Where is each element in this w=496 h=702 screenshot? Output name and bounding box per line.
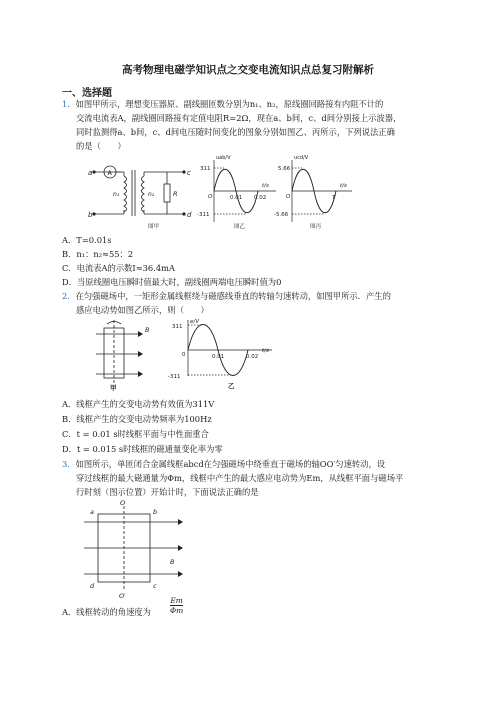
q2-option-c: C．t = 0.01 s时线框平面与中性面重合 bbox=[62, 429, 209, 439]
q1-option-a: A．T=0.01s bbox=[62, 235, 112, 245]
q2-figure-emf bbox=[168, 318, 278, 390]
fig-jia-caption: 图甲 bbox=[148, 224, 160, 230]
fig-bing-caption: 图丙 bbox=[310, 224, 322, 230]
page-title: 高考物理电磁学知识点之交变电流知识点总复习附解析 bbox=[122, 64, 374, 76]
q1-line-1: 1．如图甲所示，理想变压器原、副线圈匝数分别为n₁、n₂，原线圈回路接有内阻不计的 bbox=[62, 99, 384, 109]
fraction-denominator: Φm bbox=[170, 606, 184, 615]
q1-option-b: B．n₁：n₂≈55：2 bbox=[62, 249, 134, 259]
q1-line-4: 的是（ ） bbox=[76, 141, 126, 151]
origin-label: O bbox=[208, 194, 213, 200]
terminal-c-label: c bbox=[187, 169, 191, 177]
q1-line-2: 交流电流表A，副线圈回路接有定值电阻R=2Ω，现在a、b间，c、d间分别接上示波器， bbox=[76, 113, 402, 123]
period-label: T bbox=[332, 195, 336, 201]
tick-002-label-2: 0.02 bbox=[246, 354, 259, 360]
q3-figure-frame bbox=[80, 500, 190, 600]
q2-number: 2． bbox=[62, 291, 76, 301]
q1-figure-bing bbox=[274, 154, 354, 230]
corner-b-label: b bbox=[153, 508, 158, 516]
ucd-axis-label: ucd/V bbox=[294, 155, 309, 161]
uab-axis-label: uab/V bbox=[216, 155, 231, 161]
emf-min-label: -311 bbox=[168, 374, 181, 380]
q3-option-a-fraction bbox=[170, 596, 183, 615]
ucd-min-label: -5.66 bbox=[274, 212, 289, 218]
n1-label: n₁ bbox=[113, 191, 120, 198]
q2-line-1: 2．在匀强磁场中，一矩形金属线框绕与磁感线垂直的转轴匀速转动，如图甲所示．产生的 bbox=[62, 291, 391, 301]
terminal-a-label: a bbox=[88, 169, 93, 177]
q1-option-c: C．电流表A的示数I≈36.4mA bbox=[62, 263, 175, 273]
q1-figure-yi bbox=[197, 154, 280, 230]
field-b-label-2: B bbox=[170, 558, 175, 566]
t-axis-label: t/s bbox=[262, 183, 269, 189]
q2-option-b: B．线框产生的交变电动势频率为100Hz bbox=[62, 414, 212, 424]
tick-001-label: 0.01 bbox=[230, 195, 243, 201]
corner-c-label: c bbox=[153, 582, 157, 590]
q2-figure-coil bbox=[90, 318, 160, 390]
tick-001-label-2: 0.01 bbox=[212, 354, 225, 360]
q1-number: 1． bbox=[62, 99, 76, 109]
uab-min-label: -311 bbox=[197, 212, 210, 218]
t-axis-label-2: t/s bbox=[340, 183, 347, 189]
q2-option-a: A．线框产生的交变电动势有效值为311V bbox=[62, 399, 215, 409]
q1-option-d: D．当原线圈电压瞬时值最大时，副线圈两端电压瞬时值为0 bbox=[62, 277, 282, 287]
n2-label: n₂ bbox=[148, 191, 155, 198]
terminal-d-label: d bbox=[187, 211, 192, 219]
ammeter-label: A bbox=[107, 169, 112, 177]
ucd-max-label: 5.66 bbox=[278, 166, 291, 172]
axis-o-label: O bbox=[120, 499, 126, 507]
q1-figure-transformer bbox=[88, 154, 198, 230]
fig-jia-caption-2: 甲 bbox=[110, 384, 117, 392]
uab-max-label: 311 bbox=[200, 166, 211, 172]
field-b-label: B bbox=[145, 326, 150, 334]
fig-yi-caption-2: 乙 bbox=[228, 382, 235, 390]
q3-line-1: 3．如图所示，单匝闭合金属线框abcd在匀强磁场中绕垂直于磁场的轴OO′匀速转动，设 bbox=[62, 459, 386, 469]
q2-line-2: 感应电动势如图乙所示，则（ ） bbox=[76, 305, 209, 315]
tick-002-label: 0.02 bbox=[254, 195, 267, 201]
origin-label-2: O bbox=[286, 194, 291, 200]
section-heading: 一、选择题 bbox=[62, 88, 112, 99]
t-axis-label-3: t/s bbox=[262, 348, 269, 354]
corner-a-label: a bbox=[90, 508, 94, 516]
fig-yi-caption: 图乙 bbox=[234, 224, 246, 230]
corner-d-label: d bbox=[90, 582, 95, 590]
resistor-label: R bbox=[173, 190, 178, 198]
q1-line-3: 同时监测得a、b间，c、d间电压随时间变化的图象分别如图乙、丙所示，下列说法正确 bbox=[76, 127, 395, 137]
q3-number: 3． bbox=[62, 459, 76, 469]
fraction-numerator: Em bbox=[170, 596, 183, 605]
emf-max-label: 311 bbox=[172, 324, 183, 330]
q3-line-2: 穿过线框的最大磁通量为Φm，线框中产生的最大感应电动势为Em，从线框平面与磁场平 bbox=[76, 473, 404, 483]
origin-label-3: 0 bbox=[182, 352, 186, 358]
q2-option-d: D．t = 0.015 s时线框的磁通量变化率为零 bbox=[62, 444, 223, 454]
e-axis-label: e/V bbox=[190, 319, 199, 325]
terminal-b-label: b bbox=[88, 211, 93, 219]
q3-line-3: 行时刻（图示位置）开始计时，下面说法正确的是 bbox=[76, 487, 259, 497]
axis-o-prime-label: O′ bbox=[119, 592, 126, 600]
q3-option-a: A．线框转动的角速度为 bbox=[62, 607, 151, 617]
